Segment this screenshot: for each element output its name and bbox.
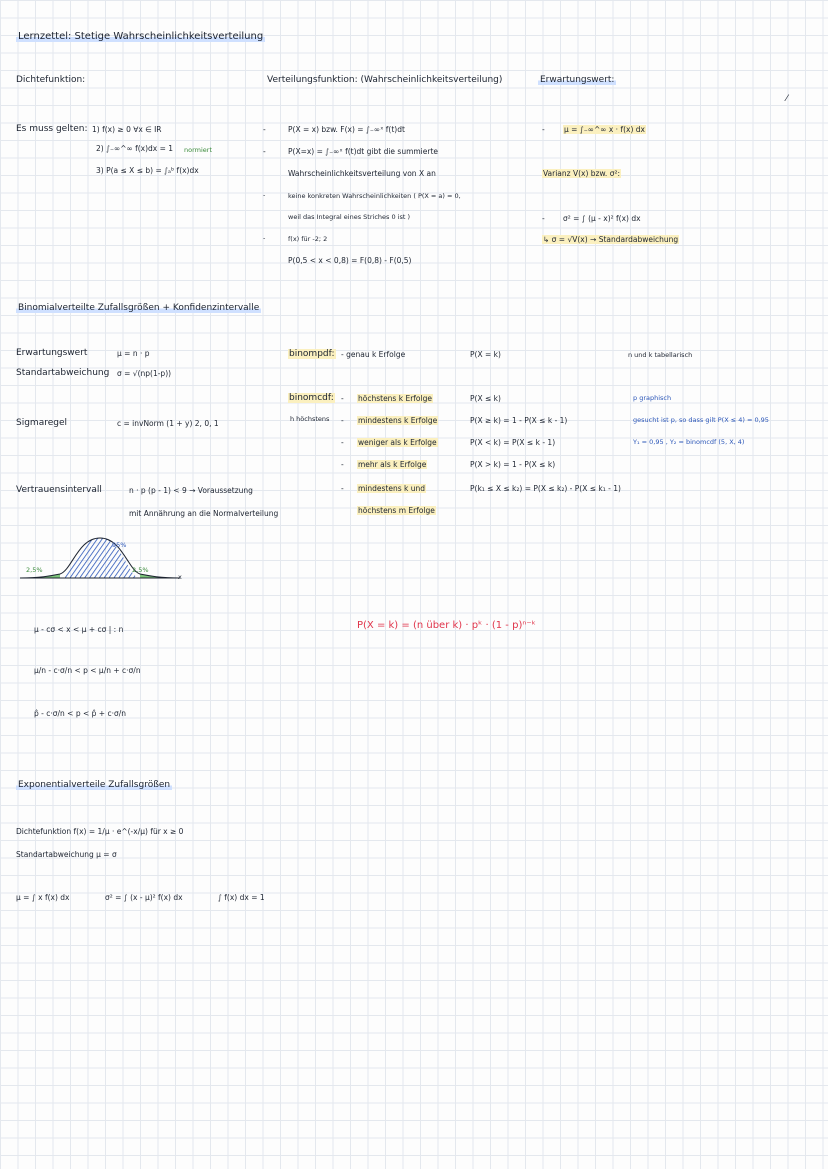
condition-2: 2) ∫₋∞^∞ f(x)dx = 1 <box>96 144 174 153</box>
binompdf-label: binompdf: <box>289 349 335 359</box>
binomcdf-label: binomcdf: <box>289 393 334 403</box>
exp-formula-2: σ² = ∫ (x - μ)² f(x) dx <box>105 893 183 902</box>
graph-note-3: Y₁ = 0,95 , Y₂ = binomcdf (5, X, 4) <box>633 438 745 446</box>
must-hold-label: Es muss gelten: <box>16 124 88 134</box>
left-percent: 2,5% <box>26 566 43 574</box>
interval-formula-2: μ/n - c·σ/n < p < μ/n + c·σ/n <box>34 666 141 675</box>
cdf-row-desc: mindestens k und <box>358 484 426 493</box>
expectation-binomial-formula: μ = n · p <box>117 349 150 358</box>
interval-formula-3: p̂ - c·σ/n < p < p̂ + c·σ/n <box>34 709 126 718</box>
sd-label: Standartabweichung <box>16 368 110 378</box>
condition-1: 1) f(x) ≥ 0 ∀x ∈ IR <box>92 125 162 134</box>
sd-formula: ↳ σ = √V(x) → Standardabweichung <box>543 235 679 244</box>
distribution-line-3: Wahrscheinlichkeitsverteilung von X an <box>288 169 436 178</box>
binomial-heading: Binomialverteilte Zufallsgrößen + Konfidenzintervalle <box>18 303 260 313</box>
right-percent: 2,5% <box>132 566 149 574</box>
cdf-row-desc: weniger als k Erfolge <box>358 438 437 447</box>
axis-x-label: x <box>178 573 182 581</box>
binomcdf-sub: h höchstens <box>290 415 330 423</box>
table-note: n und k tabellarisch <box>628 351 693 359</box>
ci-condition: n · p (p - 1) < 9 → Voraussetzung <box>129 486 253 495</box>
exp-density: Dichtefunktion f(x) = 1/μ · e^(-x/μ) für x ≥ 0 <box>16 827 184 836</box>
expectation-formula: μ = ∫₋∞^∞ x · f(x) dx <box>564 125 645 134</box>
expectation-label: Erwartungswert <box>16 348 88 358</box>
binompdf-formula: P(X = k) <box>470 350 501 359</box>
center-percent: 95% <box>112 541 127 549</box>
ci-label: Vertrauensintervall <box>16 485 102 495</box>
confidence-area <box>60 538 140 578</box>
cdf-row-desc: höchstens k Erfolge <box>358 394 432 403</box>
exponential-heading: Exponentialverteile Zufallsgrößen <box>18 780 171 790</box>
ci-note: mit Annährung an die Normalverteilung <box>129 509 279 518</box>
distribution-line-7: P(0,5 < x < 0,8) = F(0,8) - F(0,5) <box>288 256 412 265</box>
distribution-line-6: f(x) für -2; 2 <box>288 235 328 243</box>
exp-sd: Standartabweichung μ = σ <box>16 850 117 859</box>
graph-note-2: gesucht ist p, so dass gilt P(X ≤ 4) = 0,95 <box>633 416 769 424</box>
distribution-heading: Verteilungsfunktion: (Wahrscheinlichkeitsverteilung) <box>267 75 503 85</box>
bernoulli-formula: P(X = k) = (n über k) · pᵏ · (1 - p)ⁿ⁻ᵏ <box>357 620 536 631</box>
cdf-row-desc: mehr als k Erfolge <box>358 460 427 469</box>
cdf-row-desc: höchstens m Erfolge <box>358 506 435 515</box>
cdf-row-formula: P(X ≥ k) = 1 - P(X ≤ k - 1) <box>470 416 568 425</box>
cdf-row-formula: P(X < k) = P(X ≤ k - 1) <box>470 438 556 447</box>
cdf-row-formula: P(k₁ ≤ X ≤ k₂) = P(X ≤ k₂) - P(X ≤ k₁ - 1) <box>470 484 621 493</box>
cdf-row-desc: mindestens k Erfolge <box>358 416 438 425</box>
distribution-line-5: weil das Integral eines Striches 0 ist ) <box>288 213 411 221</box>
binompdf-desc: - genau k Erfolge <box>341 350 406 359</box>
expectation-heading: Erwartungswert: <box>540 75 615 85</box>
exp-formula-1: μ = ∫ x f(x) dx <box>16 893 70 902</box>
page-title: Lernzettel: Stetige Wahrscheinlichkeitsverteilung <box>18 31 264 42</box>
cdf-row-formula: P(X > k) = 1 - P(X ≤ k) <box>470 460 556 469</box>
condition-2-note: normiert <box>184 146 213 154</box>
density-heading: Dichtefunktion: <box>16 75 86 85</box>
cdf-row-formula: P(X ≤ k) <box>470 394 501 403</box>
interval-formula-1: μ - cσ < x < μ + cσ | : n <box>34 625 124 634</box>
sigma-label: Sigmaregel <box>16 418 67 428</box>
exp-formula-3: ∫ f(x) dx = 1 <box>218 893 265 902</box>
variance-formula: σ² = ∫ (μ - x)² f(x) dx <box>563 214 641 223</box>
sigma-formula: c = invNorm (1 + y) 2, 0, 1 <box>117 419 219 428</box>
distribution-line-2: P(X=x) = ∫₋∞ˣ f(t)dt gibt die summierte <box>288 147 439 156</box>
bell-curve-diagram <box>20 530 180 590</box>
tick-mark: ⁄ <box>786 94 788 104</box>
graph-note: p graphisch <box>633 394 672 402</box>
condition-3: 3) P(a ≤ X ≤ b) = ∫ₐᵇ f(x)dx <box>96 166 199 175</box>
variance-heading: Varianz V(x) bzw. σ²: <box>543 169 620 178</box>
distribution-line-1: P(X = x) bzw. F(x) = ∫₋∞ˣ f(t)dt <box>288 125 405 134</box>
sd-binomial-formula: σ = √(np(1-p)) <box>117 369 172 378</box>
distribution-line-4: keine konkreten Wahrscheinlichkeiten ( P(X = a) = 0, <box>288 192 461 200</box>
